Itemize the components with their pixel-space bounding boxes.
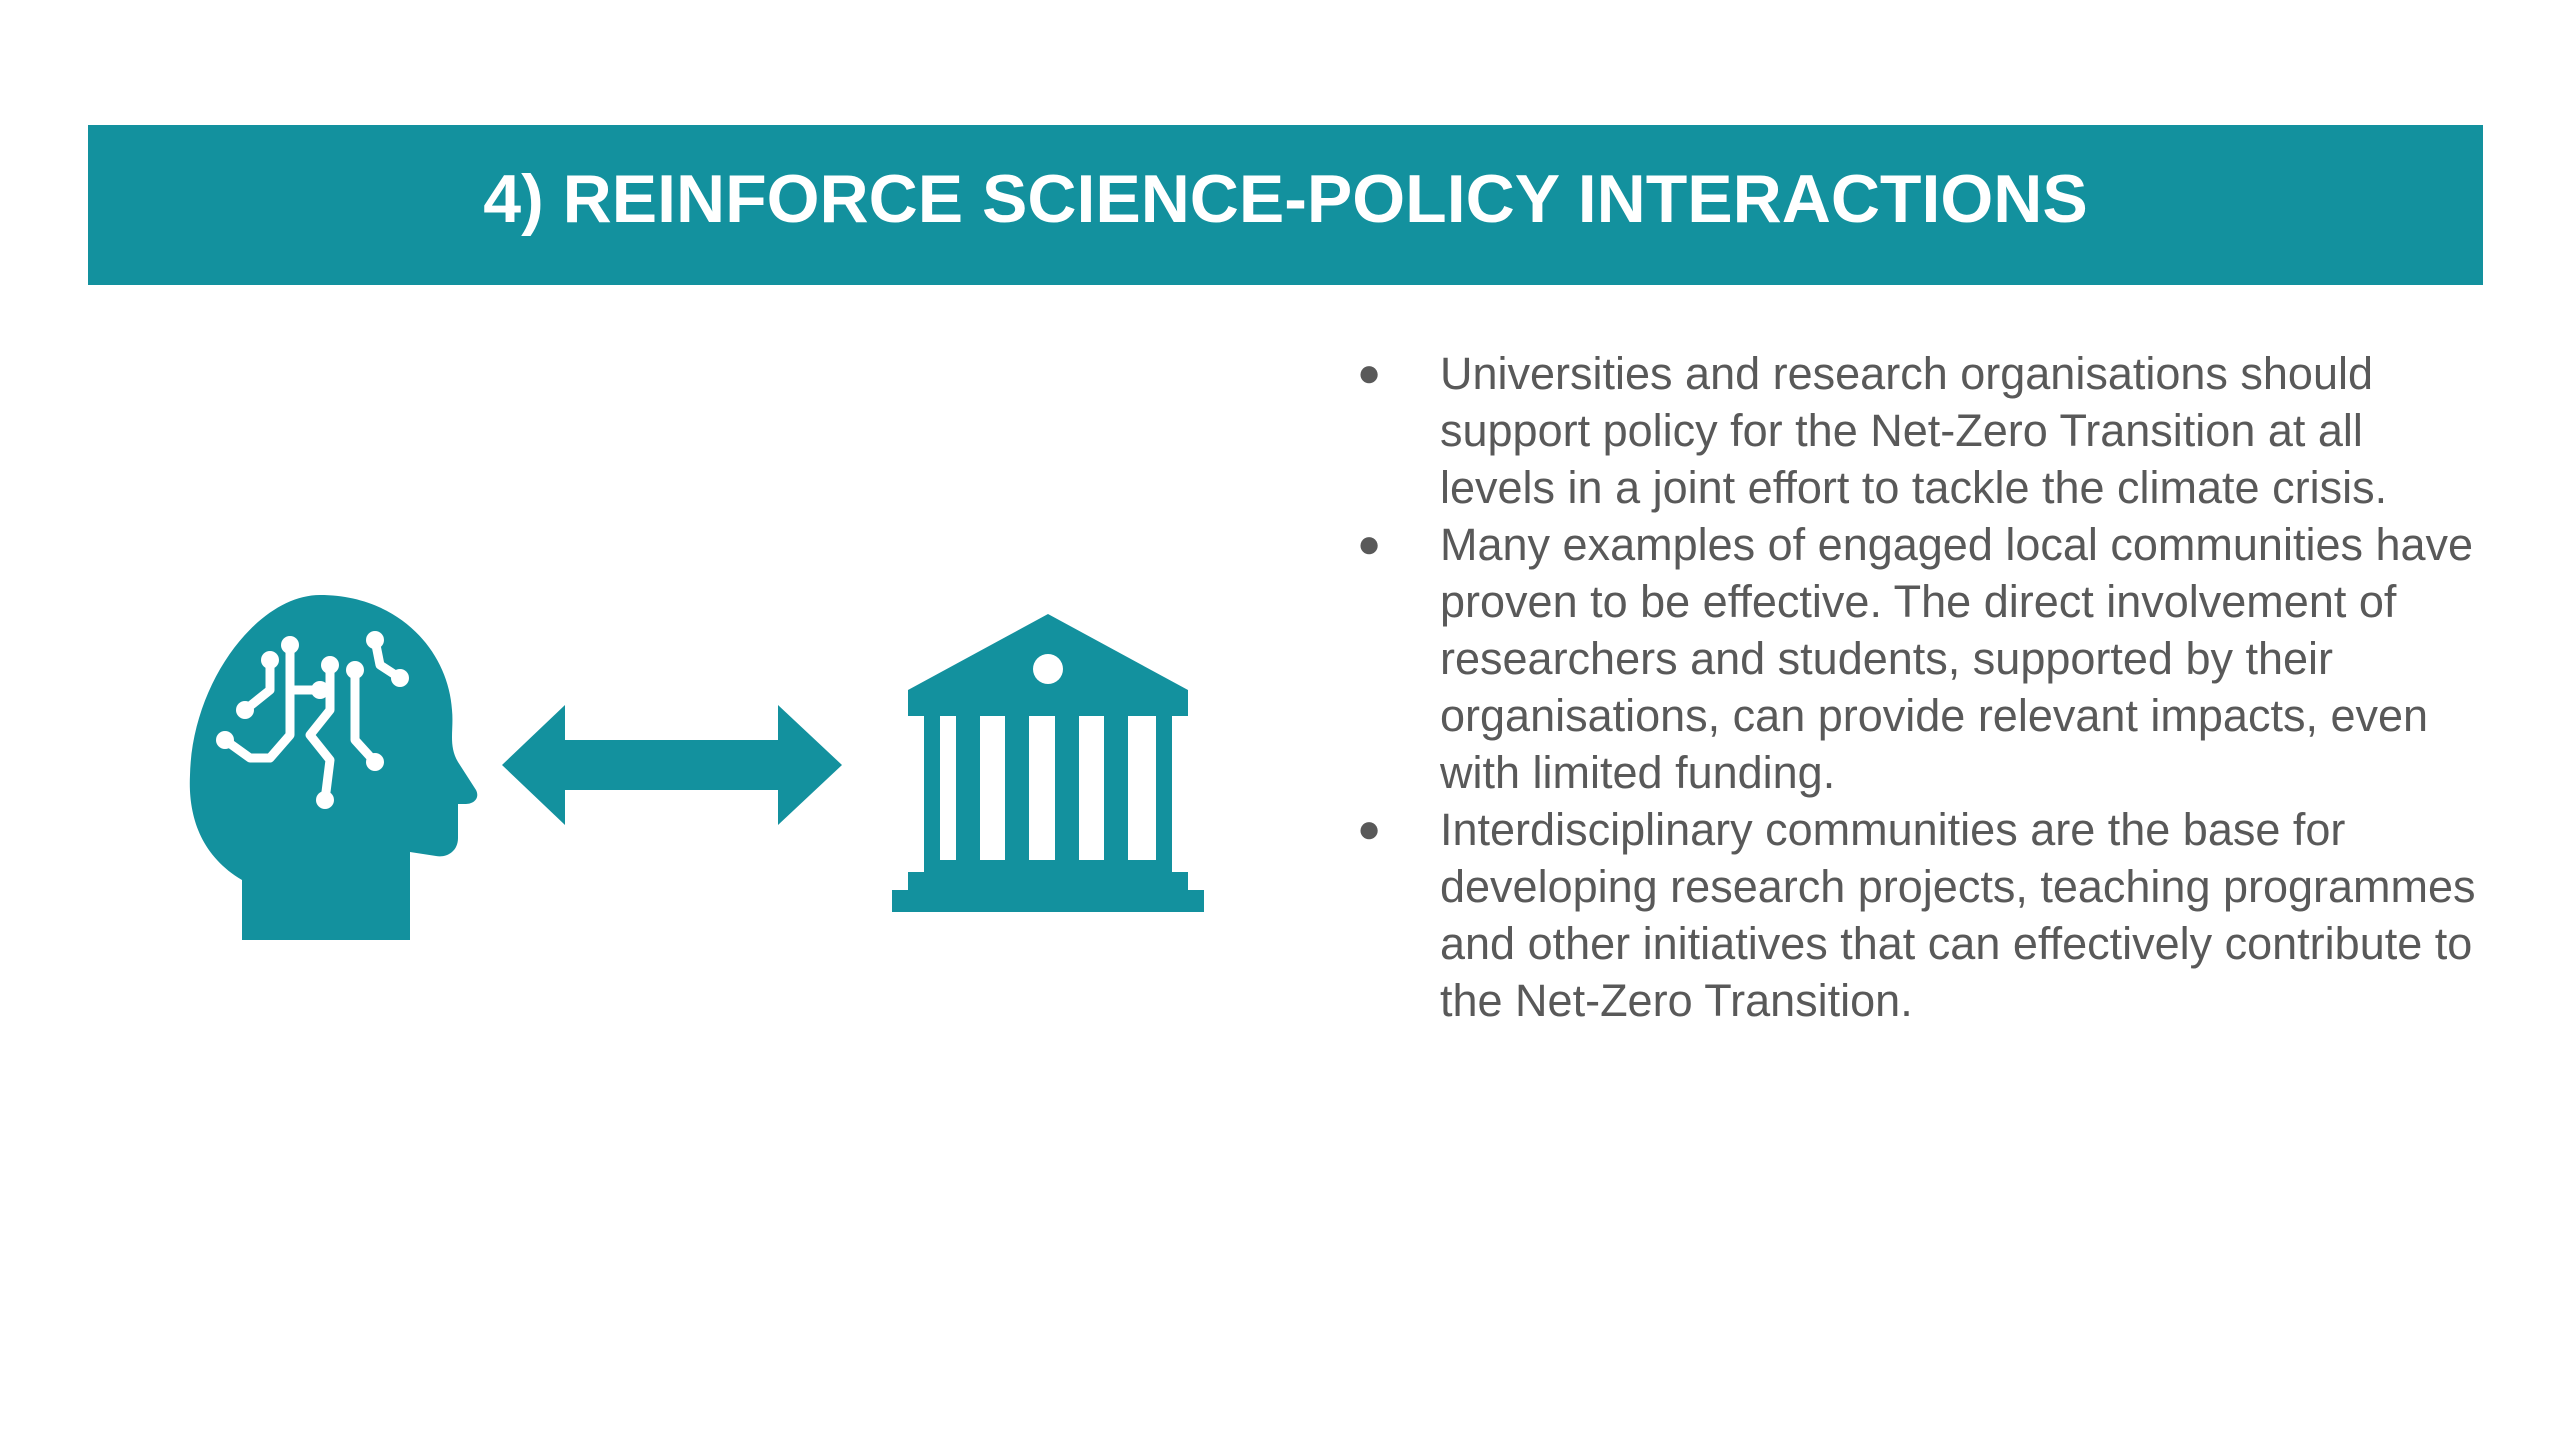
bullet-list (1340, 345, 2480, 1029)
bullet-text: Interdisciplinary communities are the base for developing research projects, teaching programmes and other initiatives that can effectively contribute to the Net-Zero Transition. (1440, 804, 2476, 1026)
list-item (1340, 516, 2480, 801)
slide-title: 4) REINFORCE SCIENCE-POLICY INTERACTIONS (483, 161, 2088, 237)
bullet-marker: ● (1357, 351, 1382, 395)
list-item (1340, 801, 2480, 1029)
bullet-text: Many examples of engaged local communities have proven to be effective. The direct involvement of researchers and students, supported by their organisations, can provide relevant impacts, even with limited funding. (1440, 519, 2474, 798)
science-policy-illustration (180, 590, 1220, 940)
double-arrow-icon (502, 705, 842, 825)
list-item (1340, 345, 2480, 516)
title-banner (88, 125, 2483, 285)
ai-head-icon (190, 595, 477, 940)
government-building-icon (892, 614, 1204, 912)
bullet-marker: ● (1357, 522, 1382, 566)
bullet-marker: ● (1357, 807, 1382, 851)
bullet-text: Universities and research organisations should support policy for the Net-Zero Transition at all levels in a joint effort to tackle the climate crisis. (1440, 348, 2388, 513)
